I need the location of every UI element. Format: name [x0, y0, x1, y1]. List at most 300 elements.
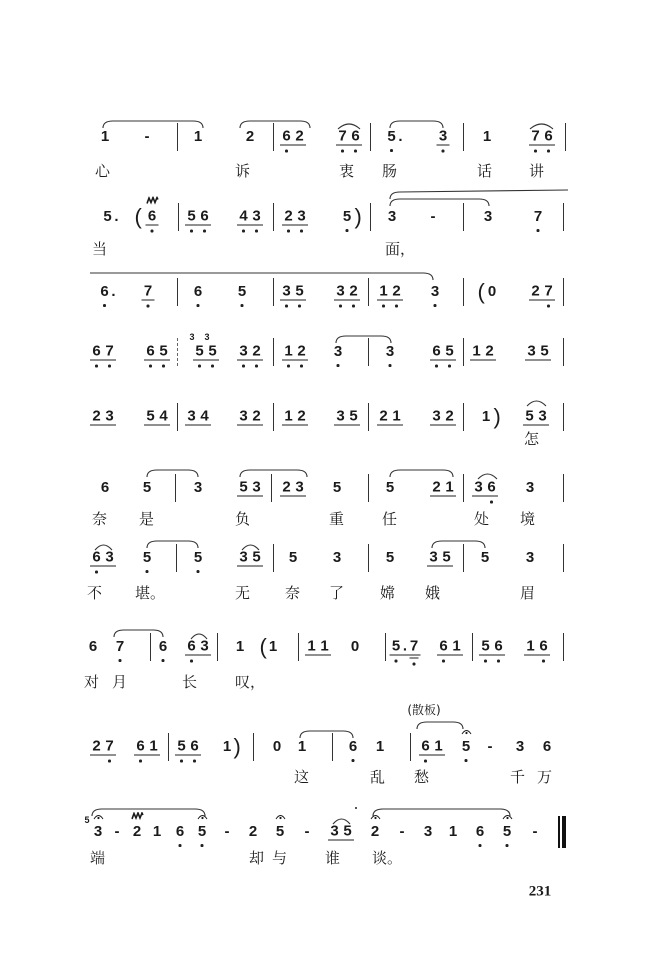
- note-digit: 3: [429, 284, 442, 300]
- note-group: [470, 344, 496, 361]
- barline: [177, 403, 178, 431]
- note-digit: 6: [492, 639, 505, 656]
- note-digit: 6: [349, 129, 362, 146]
- note-digit: 5: [480, 549, 490, 566]
- note-digit: 6: [542, 129, 555, 146]
- note-digit: 2: [293, 129, 306, 146]
- barline: [563, 633, 564, 661]
- parenthesis: [478, 280, 485, 304]
- note-group: [341, 209, 354, 225]
- note-group: [541, 739, 554, 755]
- lyric-text: 了: [329, 584, 345, 602]
- note-digit: 3: [103, 409, 116, 426]
- augmentation-dot: .: [398, 128, 403, 145]
- lyric-text: 衷: [339, 162, 355, 180]
- note-group: [236, 284, 249, 300]
- note-digit: 3: [237, 344, 250, 361]
- barline: [463, 474, 464, 502]
- note-group: [185, 639, 211, 656]
- barline: [368, 278, 369, 306]
- note-group: [374, 739, 387, 755]
- lyric-text: 却: [249, 849, 265, 867]
- slur: [300, 731, 353, 738]
- note-group: [369, 824, 382, 840]
- note-digit: 3: [293, 480, 306, 497]
- note-group: [390, 639, 421, 656]
- note-digit: 5: [185, 209, 198, 226]
- barline: [273, 278, 274, 306]
- barline: [563, 203, 564, 231]
- note-group: [237, 480, 263, 497]
- note-group: [131, 824, 144, 840]
- note-group: [221, 824, 234, 840]
- note-digit: 2: [370, 823, 380, 840]
- barline: [563, 278, 564, 306]
- lyric-text: 奈: [285, 584, 301, 602]
- note-digit: 2: [248, 823, 258, 840]
- note-digit: 6: [88, 638, 98, 655]
- lyric-text: 境: [520, 510, 536, 528]
- note-digit: 5: [175, 739, 188, 756]
- lyric-text: 讲: [529, 162, 545, 180]
- note-digit: 7: [103, 739, 116, 756]
- note-digit: 5: [341, 209, 354, 225]
- barline: [368, 474, 369, 502]
- note-group: [385, 129, 403, 145]
- lyric-text: 愁: [414, 768, 430, 786]
- note-group: [427, 550, 453, 567]
- barline: [273, 338, 274, 366]
- note-group: [437, 129, 450, 146]
- note-digit: 4: [237, 209, 250, 226]
- note-digit: 2: [90, 409, 103, 426]
- slur: [390, 190, 568, 199]
- barline: [563, 403, 564, 431]
- note-group: [524, 480, 537, 496]
- note-digit: 5: [144, 409, 157, 426]
- note-digit: 3: [237, 550, 250, 567]
- note-digit: 1: [375, 738, 385, 755]
- barline: [410, 733, 411, 761]
- slur: [92, 809, 205, 816]
- note-digit: 6: [198, 209, 211, 226]
- note-digit: 3: [430, 409, 443, 426]
- note-group: [267, 639, 280, 655]
- note-digit: 5: [479, 639, 492, 656]
- barline: [298, 633, 299, 661]
- note-digit: 0: [487, 283, 497, 300]
- note-group: [460, 739, 473, 755]
- note-group: [90, 550, 116, 567]
- note-group: [274, 824, 287, 840]
- note-group: [157, 639, 170, 655]
- lyric-text: 心: [95, 162, 111, 180]
- note-digit: 1: [524, 639, 537, 656]
- note-digit: 4: [157, 409, 170, 426]
- slur: [103, 121, 203, 128]
- augmentation-dot: .: [402, 637, 408, 655]
- barline: [463, 203, 464, 231]
- lyric-text: 话: [477, 162, 493, 180]
- barline: [168, 733, 169, 761]
- lyric-text: 重: [329, 510, 345, 528]
- grace-note: [204, 332, 211, 342]
- note-digit: 6: [90, 550, 103, 567]
- note-digit: 2: [377, 409, 390, 426]
- note-digit: 1: [147, 739, 160, 756]
- note-group: [430, 480, 456, 497]
- lyric-text: 谈。: [372, 849, 403, 867]
- note-digit: 3: [332, 549, 342, 566]
- note-digit: 3: [525, 479, 535, 496]
- note-group: [479, 550, 492, 566]
- note-digit: 1: [481, 408, 491, 425]
- note-group: [334, 284, 360, 301]
- note-digit: 3: [536, 409, 549, 426]
- lyric-text: 千: [510, 768, 526, 786]
- note-group: [271, 739, 284, 755]
- note-digit: 6: [537, 639, 550, 656]
- lyric-text: 乱: [370, 768, 386, 786]
- note-group: [237, 209, 263, 226]
- note-digit: 1: [482, 128, 492, 145]
- tempo-marking: (散板): [407, 703, 441, 717]
- note-group: [331, 480, 344, 496]
- note-digit: 2: [245, 128, 255, 145]
- note-digit: 2: [483, 344, 496, 361]
- note-group: [141, 480, 154, 496]
- barline: [463, 544, 464, 572]
- note-group: [282, 344, 308, 361]
- note-digit: 5: [390, 639, 403, 656]
- note-digit: 2: [250, 409, 263, 426]
- lyric-text: 肠: [382, 162, 398, 180]
- note-digit: 3: [515, 738, 525, 755]
- note-group: [529, 284, 555, 301]
- note-digit: 1: [450, 639, 463, 656]
- slur: [390, 199, 489, 206]
- note-digit: 3: [387, 208, 397, 225]
- parenthesis-glyph: (: [477, 279, 485, 304]
- note-group: [114, 639, 127, 655]
- dash-extension: -: [430, 208, 436, 225]
- note-digit: 1: [282, 409, 295, 426]
- note-digit: 1: [268, 638, 278, 655]
- barline: [150, 633, 151, 661]
- parenthesis: [355, 205, 362, 229]
- note-digit: 5: [250, 550, 263, 567]
- note-digit: 5: [275, 823, 285, 840]
- barline: [176, 544, 177, 572]
- note-digit: 2: [295, 344, 308, 361]
- note-group: [328, 824, 354, 841]
- note-digit: 2: [443, 409, 456, 426]
- parenthesis-glyph: (: [134, 204, 142, 229]
- note-digit: 3: [250, 480, 263, 497]
- barline: [368, 338, 369, 366]
- note-group: [141, 550, 154, 566]
- note-digit: 3: [103, 550, 116, 567]
- note-group: [301, 824, 314, 840]
- note-group: [422, 824, 435, 840]
- note-group: [192, 480, 205, 496]
- barline: [370, 203, 371, 231]
- note-digit: 6: [347, 739, 360, 755]
- note-digit: 5: [347, 409, 360, 426]
- staccato-dot: [355, 807, 358, 810]
- note-digit: 2: [282, 209, 295, 226]
- note-digit: 3: [204, 332, 210, 342]
- note-digit: 3: [93, 823, 103, 840]
- note-digit: 2: [280, 480, 293, 497]
- note-group: [111, 824, 124, 840]
- note-group: [98, 284, 116, 300]
- note-group: [532, 209, 545, 225]
- lyric-text: 月: [112, 673, 128, 691]
- note-digit: 1: [235, 638, 245, 655]
- fermata-icon: [196, 812, 208, 820]
- note-digit: 2: [347, 284, 360, 301]
- barline: [463, 278, 464, 306]
- note-digit: 6: [146, 209, 159, 226]
- barline: [565, 123, 566, 151]
- note-digit: 6: [437, 639, 450, 656]
- lyric-text: 端: [90, 849, 106, 867]
- note-digit: 6: [174, 824, 187, 840]
- note-digit: 3: [280, 284, 293, 301]
- note-digit: 1: [193, 128, 203, 145]
- note-digit: 5: [206, 344, 219, 361]
- note-group: [99, 480, 112, 496]
- lyric-text: 万: [537, 768, 553, 786]
- slur: [147, 541, 198, 548]
- note-digit: 3: [198, 639, 211, 656]
- parenthesis: [494, 405, 501, 429]
- note-group: [99, 129, 112, 145]
- note-digit: 3: [332, 344, 345, 360]
- note-digit: 6: [474, 824, 487, 840]
- note-group: [430, 344, 456, 361]
- note-group: [196, 824, 209, 840]
- note-group: [437, 639, 463, 656]
- barline: [177, 278, 178, 306]
- lyric-text: 处: [474, 510, 490, 528]
- note-digit: 3: [437, 129, 450, 146]
- final-barline: [558, 816, 560, 848]
- note-digit: 3: [334, 409, 347, 426]
- fermata-icon: [501, 812, 513, 820]
- barline: [273, 123, 274, 151]
- note-digit: 5: [236, 284, 249, 300]
- slur: [432, 541, 485, 548]
- note-group: [479, 639, 505, 656]
- note-group: [192, 550, 205, 566]
- note-group: [481, 129, 494, 145]
- lyric-text: 与: [272, 849, 288, 867]
- note-group: [480, 409, 493, 425]
- note-digit: 6: [134, 739, 147, 756]
- note-group: [141, 129, 154, 145]
- note-digit: 6: [280, 129, 293, 146]
- lyric-text: 诉: [235, 162, 251, 180]
- note-group: [347, 739, 360, 755]
- note-digit: 6: [185, 639, 198, 656]
- barline: [217, 633, 218, 661]
- note-group: [427, 209, 440, 225]
- note-digit: 7: [542, 284, 555, 301]
- note-digit: 1: [377, 284, 390, 301]
- note-group: [280, 129, 306, 146]
- note-digit: 2: [250, 344, 263, 361]
- note-digit: 3: [423, 823, 433, 840]
- note-digit: 1: [448, 823, 458, 840]
- note-digit: 1: [470, 344, 483, 361]
- note-group: [332, 344, 345, 360]
- note-digit: 3: [525, 549, 535, 566]
- note-group: [386, 209, 399, 225]
- slur: [390, 470, 453, 477]
- slur: [336, 336, 391, 343]
- parenthesis: [234, 735, 241, 759]
- note-group: [237, 550, 263, 567]
- note-group: [237, 344, 263, 361]
- fermata-icon: [274, 812, 286, 820]
- note-digit: 5: [193, 344, 206, 361]
- note-group: [282, 209, 308, 226]
- parenthesis-glyph: (: [259, 634, 267, 659]
- note-group: [101, 209, 119, 225]
- note-group: [529, 129, 555, 146]
- note-group: [280, 480, 306, 497]
- lyric-text: 叹，: [235, 673, 266, 691]
- note-group: [514, 739, 527, 755]
- note-digit: 5: [141, 550, 154, 566]
- augmentation-dot: .: [114, 208, 119, 225]
- parenthesis-glyph: ): [354, 204, 362, 229]
- note-group: [247, 824, 260, 840]
- note-digit: 3: [193, 479, 203, 496]
- note-digit: 5: [293, 284, 306, 301]
- mordent-icon: [146, 197, 158, 205]
- lyric-text: 当: [92, 240, 108, 258]
- note-digit: 5: [103, 208, 112, 225]
- note-group: [192, 129, 205, 145]
- note-group: [244, 129, 257, 145]
- dash-extension: -: [114, 823, 120, 840]
- note-digit: 3: [189, 332, 195, 342]
- note-digit: 6: [144, 344, 157, 361]
- note-digit: 5: [192, 550, 205, 566]
- note-digit: 3: [427, 550, 440, 567]
- note-digit: 7: [142, 284, 155, 301]
- fermata-icon: [92, 812, 104, 820]
- note-digit: 5: [196, 824, 209, 840]
- note-group: [193, 344, 219, 361]
- lyric-text: 是: [139, 510, 155, 528]
- slur: [90, 273, 433, 280]
- parenthesis: [260, 635, 267, 659]
- note-group: [144, 344, 170, 361]
- barline: [563, 338, 564, 366]
- note-group: [474, 824, 487, 840]
- note-digit: 7: [336, 129, 349, 146]
- note-digit: 3: [384, 344, 397, 360]
- note-digit: 1: [100, 128, 110, 145]
- note-group: [296, 739, 309, 755]
- lyric-text: 娥: [425, 584, 441, 602]
- barline: [175, 474, 176, 502]
- note-digit: 5: [288, 549, 298, 566]
- note-digit: 5: [237, 480, 250, 497]
- augmentation-dot: .: [111, 283, 116, 300]
- note-digit: 6: [485, 480, 498, 497]
- dash-extension: -: [399, 823, 405, 840]
- note-group: [430, 409, 456, 426]
- note-group: [287, 550, 300, 566]
- page-number: 231: [528, 883, 552, 900]
- note-group: [221, 739, 234, 755]
- note-digit: 1: [297, 738, 307, 755]
- note-group: [384, 480, 397, 496]
- dash-extension: -: [224, 823, 230, 840]
- note-digit: 5: [538, 344, 551, 361]
- note-group: [396, 824, 409, 840]
- note-digit: 3: [185, 409, 198, 426]
- barline: [463, 403, 464, 431]
- slur: [114, 630, 163, 637]
- note-digit: 1: [318, 639, 331, 656]
- note-digit: 6: [98, 284, 111, 300]
- note-group: [419, 739, 445, 756]
- note-digit: 5: [460, 739, 473, 755]
- note-digit: 1: [390, 409, 403, 426]
- barline: [472, 633, 473, 661]
- note-digit: 7: [529, 129, 542, 146]
- barline: [273, 203, 274, 231]
- parenthesis: [135, 205, 142, 229]
- barline: [368, 403, 369, 431]
- note-group: [524, 639, 550, 656]
- dash-extension: -: [304, 823, 310, 840]
- note-digit: 7: [114, 639, 127, 655]
- note-digit: 3: [250, 209, 263, 226]
- barline: [385, 633, 386, 661]
- note-group: [185, 409, 211, 426]
- lyric-text: 长: [182, 673, 198, 691]
- barline: [463, 123, 464, 151]
- note-digit: 2: [430, 480, 443, 497]
- note-group: [151, 824, 164, 840]
- note-digit: 3: [483, 208, 493, 225]
- slur: [240, 470, 307, 477]
- lyric-text: 任: [382, 510, 398, 528]
- slur: [373, 809, 510, 816]
- note-digit: 3: [472, 480, 485, 497]
- note-digit: 3: [295, 209, 308, 226]
- note-group: [486, 284, 499, 300]
- note-group: [144, 409, 170, 426]
- note-group: [90, 739, 116, 756]
- note-digit: 6: [419, 739, 432, 756]
- lyric-text: 奈: [92, 510, 108, 528]
- barline: [271, 474, 272, 502]
- barline: [273, 544, 274, 572]
- grace-note: [84, 815, 91, 825]
- barline: [563, 474, 564, 502]
- note-group: [384, 550, 397, 566]
- note-group: [377, 284, 403, 301]
- note-digit: 2: [132, 823, 142, 840]
